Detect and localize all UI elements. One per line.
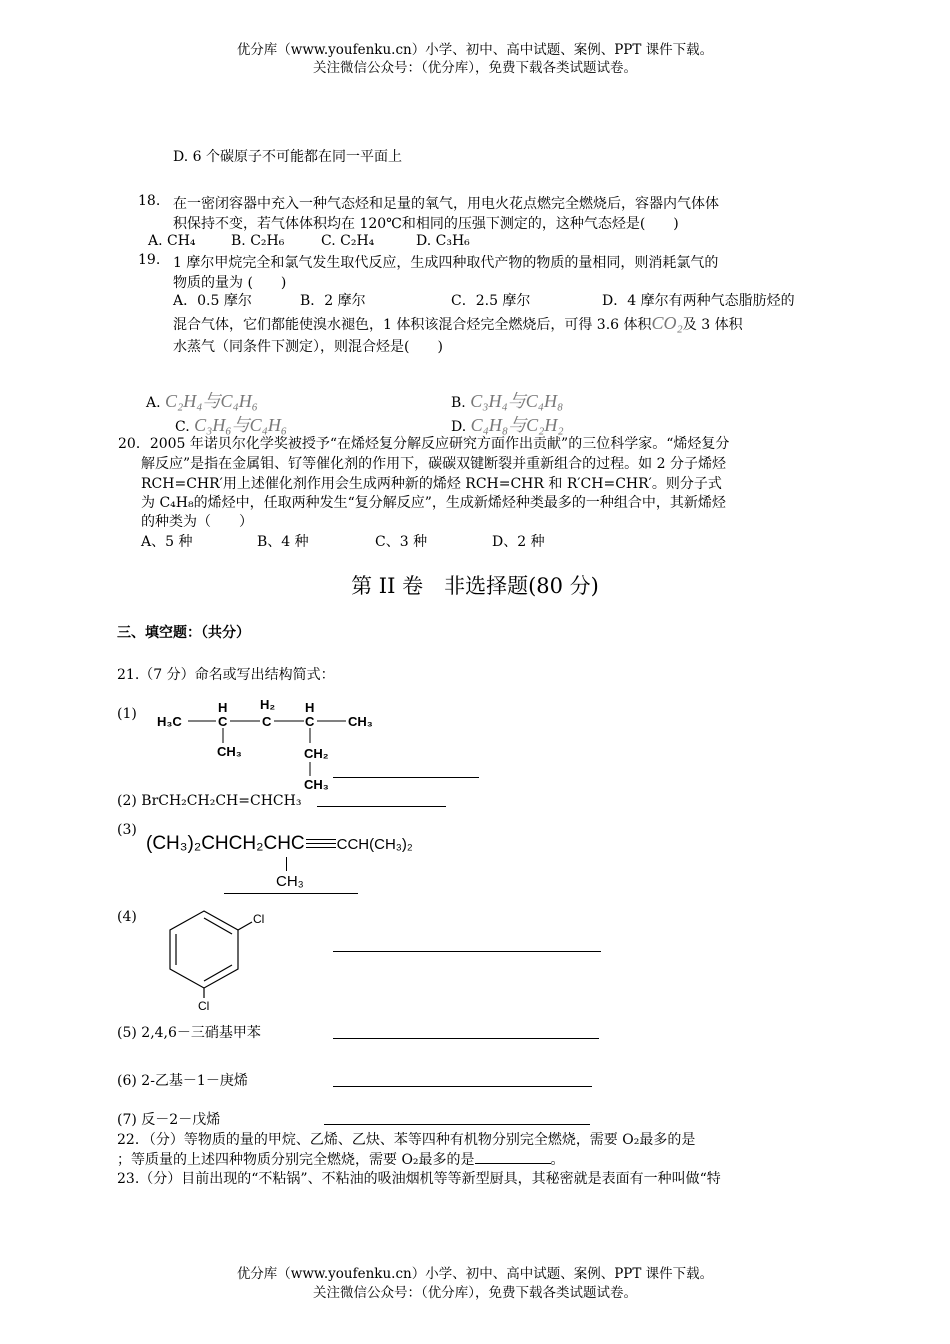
q21-part1-label: (1) [117,706,137,722]
q19-number: 19. [138,252,161,268]
formula-left: (CH₃)₂CHCH₂CHC [146,833,305,854]
formula: C₃H₆与C₄H₆ [194,415,288,435]
q21-part3-answer-line[interactable] [224,893,358,894]
header-line-1: 优分库（www.youfenku.cn）小学、初中、高中试题、案例、PPT 课件下载。 [236,42,714,58]
struct-c1: C [218,714,228,729]
option-label: A. [146,395,161,411]
q21-part3-label: (3) [117,822,137,838]
q20-option-a: A、5 种 [141,534,193,550]
struct-ch3-bottom: CH₃ [304,777,329,792]
q21-part4-benzene [160,906,270,1011]
q21-part1-structure [150,695,390,795]
q18-option-d: D. C₃H₆ [416,233,470,249]
q19-cont-line1-text-a: 混合气体，它们都能使溴水褪色，1 体积该混合烃完全燃烧后，可得 3.6 体积 [173,317,652,333]
option-label: C. [175,419,190,435]
q23-line1: 23.（分）目前出现的“不粘锅”、不粘油的吸油烟机等等新型厨具，其秘密就是表面有一种叫做“特 [117,1171,721,1187]
triple-bond [306,838,336,850]
q19-mix-option-a [146,387,258,413]
q19-option-c: C．2.5 摩尔 [451,293,531,309]
q21-part3-branch: CH₃ [276,873,304,890]
struct-c3: C [305,714,315,729]
struct-h2: H₂ [260,697,276,712]
q21-part6-label: (6) 2-乙基－1－庚烯 [117,1073,248,1089]
q22-line2 [117,1149,565,1169]
q19-stem-line2: 物质的量为 ( ) [173,275,287,291]
q20-line1: 20．2005 年诺贝尔化学奖被授予“在烯烃复分解反应研究方面作出贡献”的三位科学家。“烯烃复分 [118,436,730,452]
cl-top: Cl [253,912,265,926]
q21-part7-answer-line[interactable] [324,1124,590,1125]
q20-line4: 为 C₄H₈的烯烃中，任取两种发生“复分解反应”，生成新烯烃种类最多的一种组合中，其新烯烃 [141,495,726,511]
q19-stem-line1: 1 摩尔甲烷完全和氯气发生取代反应，生成四种取代产物的物质的量相同，则消耗氯气的 [173,255,719,271]
formula-right: CCH(CH₃)₂ [336,836,413,853]
q21-part2-label: (2) BrCH₂CH₂CH=CHCH₃ [117,793,302,809]
q19-cont-line1 [173,313,743,334]
header-line-2: 关注微信公众号：（优分库），免费下载各类试题试卷。 [313,60,637,76]
q21-part7-label: (7) 反－2－戊烯 [117,1112,221,1128]
footer-line-1: 优分库（www.youfenku.cn）小学、初中、高中试题、案例、PPT 课件下载。 [236,1266,714,1282]
q19-option-b: B．2 摩尔 [300,293,366,309]
q21-part5-answer-line[interactable] [333,1038,599,1039]
q21-part6-answer-line[interactable] [333,1086,592,1087]
formula: C₃H₄与C₄H₈ [470,391,564,411]
q21-stem: 21.（7 分）命名或写出结构简式： [117,667,335,683]
struct-h3c: H₃C [157,714,182,729]
section-2-title: 第 II 卷 非选择题(80 分) [351,574,599,598]
struct-ch2-under-c3: CH₂ [304,746,329,761]
footer-line-2: 关注微信公众号：（优分库），免费下载各类试题试卷。 [313,1285,637,1301]
q19-cont-line1-text-b: 及 3 体积 [682,317,743,333]
q19-co2-formula: CO₂ [651,313,683,333]
struct-ch3-under-c1: CH₃ [217,744,242,759]
q22-line1: 22．（分）等物质的量的甲烷、乙烯、乙炔、苯等四种有机物分别完全燃烧，需要 O₂最多的是 [117,1132,696,1148]
q20-option-b: B、4 种 [257,534,309,550]
q21-part5-label: (5) 2,4,6－三硝基甲苯 [117,1025,261,1041]
q21-part4-answer-line[interactable] [333,951,601,952]
struct-ch3-right: CH₃ [348,714,373,729]
q21-part3-branch-bond [286,857,287,871]
section-3-title: 三、填空题：（共分） [117,625,250,641]
q19-cont-line2: 水蒸气（同条件下测定），则混合烃是( ) [173,339,443,355]
q20-line3: RCH=CHR′用上述催化剂作用会生成两种新的烯烃 RCH=CHR 和 R′CH=CHR′。则分子式 [141,476,722,492]
q21-part2-answer-line[interactable] [317,806,446,807]
q22-line2-text: ；等质量的上述四种物质分别完全燃烧，需要 O₂最多的是 [117,1152,475,1168]
struct-h1: H [218,700,228,715]
q21-part1-answer-line[interactable] [333,777,479,778]
formula: C₄H₈与C₂H₂ [470,415,564,435]
q22-answer-blank[interactable] [475,1151,551,1164]
option-label: D. [451,419,467,435]
q19-option-a: A．0.5 摩尔 [173,293,252,309]
q20-line2: 解反应”是指在金属钼、钌等催化剂的作用下，碳碳双键断裂并重新组合的过程。如 2 分子烯烃 [141,456,726,472]
q20-option-c: C、3 种 [375,534,428,550]
struct-h3: H [305,700,315,715]
q18-option-a: A. CH₄ [148,233,196,249]
q20-line5: 的种类为（ ） [141,514,253,530]
q22-line2-end: 。 [550,1152,565,1168]
q18-option-c: C. C₂H₄ [321,233,375,249]
q18-stem-line1: 在一密闭容器中充入一种气态烃和足量的氧气，用电火花点燃完全燃烧后，容器内气体体 [173,196,719,212]
q19-option-d: D．4 摩尔有两种气态脂肪烃的 [602,293,795,309]
option-label: B. [451,395,466,411]
q17-option-d: D. 6 个碳原子不可能都在同一平面上 [173,149,402,165]
q18-number: 18. [138,193,161,209]
cl-bottom: Cl [198,999,210,1011]
q18-stem-line2: 积保持不变，若气体体积均在 120℃和相同的压强下测定的，这种气态烃是( ) [173,216,679,232]
q19-mix-option-b [451,387,563,413]
struct-c2: C [262,714,272,729]
q21-part3-formula [146,833,413,855]
q18-option-b: B. C₂H₆ [231,233,285,249]
q20-option-d: D、2 种 [492,534,545,550]
q21-part4-label: (4) [117,909,137,925]
formula: C₂H₄与C₄H₆ [165,391,259,411]
